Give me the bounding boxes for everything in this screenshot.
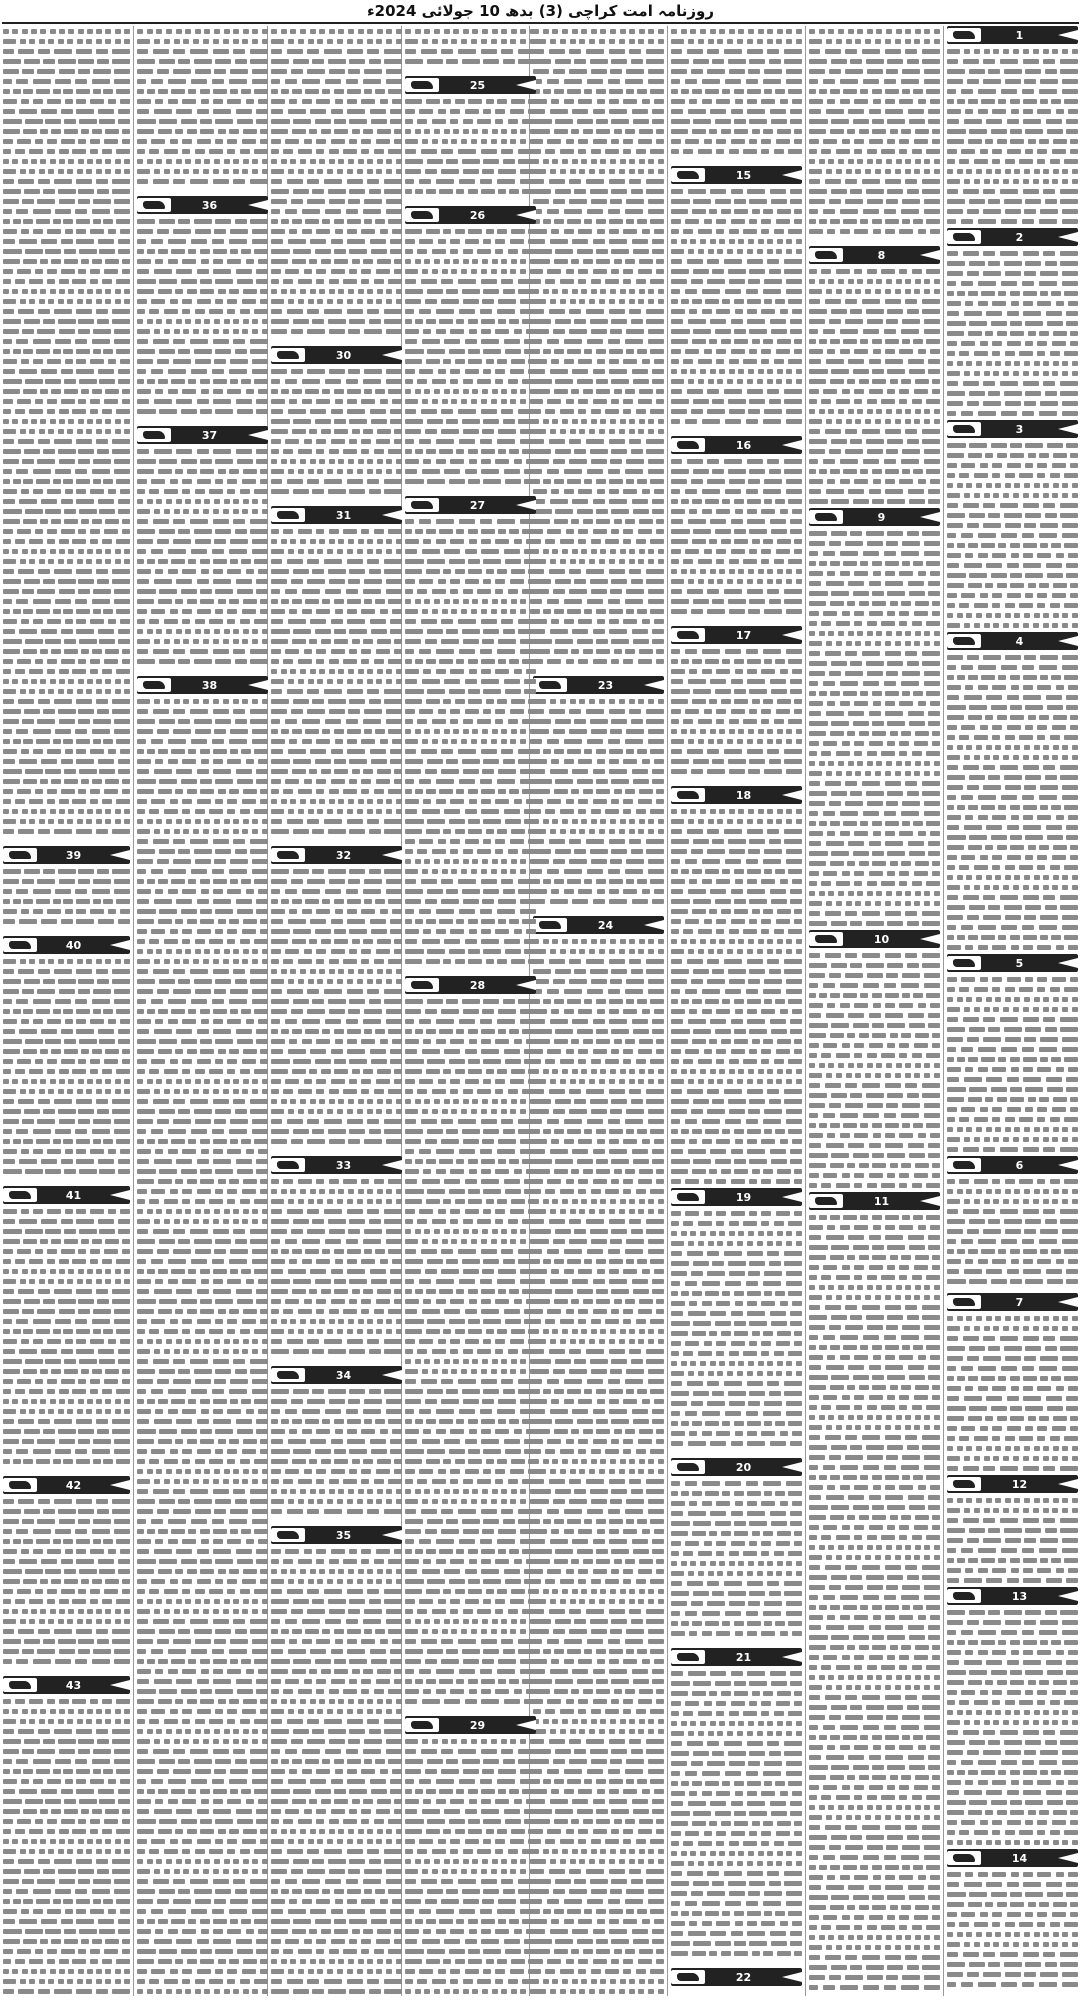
logo-icon: [533, 918, 567, 932]
badge-number: 30: [335, 348, 352, 362]
badge-number: 39: [65, 848, 82, 862]
article-badge: [137, 426, 268, 444]
badge-number: 29: [469, 1718, 486, 1732]
article-text-block: [270, 1386, 403, 1524]
logo-icon: [271, 1368, 305, 1382]
article-badge: [809, 508, 940, 526]
badge-number: 28: [469, 978, 486, 992]
page-header: روزنامہ امت کراچی (3) بدھ 10 جولائی 2024ء: [367, 2, 714, 20]
badge-number: 40: [65, 938, 82, 952]
column-divider: [805, 26, 806, 1996]
badge-number: 18: [735, 788, 752, 802]
logo-icon: [405, 498, 439, 512]
logo-icon: [947, 1158, 981, 1172]
article-badge: [809, 246, 940, 264]
article-text-block: [404, 996, 537, 1714]
article-badge: [137, 196, 268, 214]
badge-number: 19: [735, 1190, 752, 1204]
badge-number: 24: [597, 918, 614, 932]
badge-number: 5: [1015, 956, 1024, 970]
logo-icon: [533, 678, 567, 692]
badge-number: 3: [1015, 422, 1024, 436]
article-badge: [947, 1849, 1078, 1867]
article-badge: [671, 1458, 802, 1476]
badge-number: 42: [65, 1478, 82, 1492]
article-text-block: [808, 26, 941, 244]
article-text-block: [2, 26, 131, 844]
badge-number: 8: [877, 248, 886, 262]
article-badge: [3, 1476, 130, 1494]
article-text-block: [808, 266, 941, 506]
article-text-block: [670, 1208, 803, 1456]
logo-icon: [947, 422, 981, 436]
article-text-block: [670, 186, 803, 434]
article-badge: [3, 846, 130, 864]
logo-icon: [671, 1970, 705, 1984]
article-badge: [947, 1156, 1078, 1174]
badge-number: 6: [1015, 1158, 1024, 1172]
badge-number: 13: [1011, 1589, 1028, 1603]
article-text-block: [670, 26, 803, 164]
article-text-block: [136, 696, 269, 1996]
logo-icon: [137, 678, 171, 692]
article-badge: [271, 506, 402, 524]
logo-icon: [947, 1295, 981, 1309]
article-text-block: [404, 516, 537, 974]
logo-icon: [405, 78, 439, 92]
article-badge: [671, 436, 802, 454]
column-divider: [133, 26, 134, 1996]
article-badge: [271, 346, 402, 364]
logo-icon: [271, 348, 305, 362]
article-text-block: [808, 528, 941, 928]
article-badge: [947, 1475, 1078, 1493]
article-text-block: [946, 440, 1079, 630]
article-text-block: [136, 26, 269, 194]
article-badge: [671, 786, 802, 804]
badge-number: 38: [201, 678, 218, 692]
article-text-block: [532, 26, 665, 674]
logo-icon: [3, 938, 37, 952]
article-text-block: [532, 696, 665, 914]
article-badge: [671, 626, 802, 644]
badge-number: 2: [1015, 230, 1024, 244]
article-badge: [947, 420, 1078, 438]
column-divider: [943, 26, 944, 1996]
logo-icon: [271, 1528, 305, 1542]
badge-number: 20: [735, 1460, 752, 1474]
column-5: [404, 26, 537, 1996]
article-text-block: [946, 1869, 1079, 1996]
article-badge: [533, 676, 664, 694]
column-8: [2, 26, 131, 1996]
badge-number: 11: [873, 1194, 890, 1208]
badge-number: 4: [1015, 634, 1024, 648]
badge-number: 16: [735, 438, 752, 452]
logo-icon: [671, 438, 705, 452]
article-badge: [271, 1366, 402, 1384]
logo-icon: [3, 1678, 37, 1692]
article-text-block: [2, 866, 131, 934]
logo-icon: [809, 1194, 843, 1208]
badge-number: 23: [597, 678, 614, 692]
logo-icon: [947, 28, 981, 42]
logo-icon: [3, 848, 37, 862]
logo-icon: [271, 508, 305, 522]
logo-icon: [137, 198, 171, 212]
badge-number: 27: [469, 498, 486, 512]
badge-number: 26: [469, 208, 486, 222]
article-text-block: [404, 96, 537, 204]
badge-number: 31: [335, 508, 352, 522]
logo-icon: [947, 956, 981, 970]
article-text-block: [270, 366, 403, 504]
logo-icon: [271, 848, 305, 862]
logo-icon: [947, 1477, 981, 1491]
article-badge: [405, 206, 536, 224]
badge-number: 1: [1015, 28, 1024, 42]
column-7: [136, 26, 269, 1996]
article-badge: [671, 166, 802, 184]
logo-icon: [809, 510, 843, 524]
badge-number: 34: [335, 1368, 352, 1382]
badge-number: 36: [201, 198, 218, 212]
article-badge: [947, 632, 1078, 650]
article-badge: [671, 1968, 802, 1986]
article-text-block: [670, 806, 803, 1186]
article-badge: [3, 936, 130, 954]
article-text-block: [670, 1668, 803, 1966]
badge-number: 22: [735, 1970, 752, 1984]
logo-icon: [671, 1460, 705, 1474]
badge-number: 32: [335, 848, 352, 862]
column-2: [808, 26, 941, 1996]
article-text-block: [946, 974, 1079, 1154]
article-badge: [809, 930, 940, 948]
logo-icon: [671, 168, 705, 182]
article-text-block: [270, 866, 403, 1154]
article-badge: [947, 228, 1078, 246]
badge-number: 7: [1015, 1295, 1024, 1309]
logo-icon: [271, 1158, 305, 1172]
badge-number: 33: [335, 1158, 352, 1172]
article-text-block: [946, 46, 1079, 226]
logo-icon: [809, 932, 843, 946]
article-text-block: [136, 216, 269, 424]
article-text-block: [670, 646, 803, 784]
header-rule: [2, 22, 1079, 24]
article-badge: [3, 1676, 130, 1694]
logo-icon: [137, 428, 171, 442]
badge-number: 15: [735, 168, 752, 182]
article-badge: [271, 846, 402, 864]
badge-number: 14: [1011, 1851, 1028, 1865]
article-badge: [947, 26, 1078, 44]
logo-icon: [947, 634, 981, 648]
article-text-block: [532, 936, 665, 1996]
article-badge: [3, 1186, 130, 1204]
article-badge: [405, 1716, 536, 1734]
logo-icon: [3, 1188, 37, 1202]
badge-number: 12: [1011, 1477, 1028, 1491]
badge-number: 17: [735, 628, 752, 642]
article-text-block: [808, 950, 941, 1190]
article-text-block: [404, 226, 537, 494]
badge-number: 21: [735, 1650, 752, 1664]
logo-icon: [405, 978, 439, 992]
article-badge: [809, 1192, 940, 1210]
article-badge: [405, 976, 536, 994]
logo-icon: [947, 1589, 981, 1603]
article-badge: [947, 1587, 1078, 1605]
badge-number: 43: [65, 1678, 82, 1692]
badge-number: 10: [873, 932, 890, 946]
badge-number: 35: [335, 1528, 352, 1542]
article-text-block: [136, 446, 269, 674]
logo-icon: [947, 1851, 981, 1865]
column-divider: [667, 26, 668, 1996]
article-badge: [271, 1526, 402, 1544]
article-text-block: [2, 1696, 131, 1996]
logo-icon: [405, 208, 439, 222]
logo-icon: [671, 1650, 705, 1664]
column-1: [946, 26, 1079, 1996]
logo-icon: [671, 628, 705, 642]
article-text-block: [946, 1495, 1079, 1585]
article-text-block: [2, 956, 131, 1184]
badge-number: 41: [65, 1188, 82, 1202]
article-badge: [671, 1648, 802, 1666]
article-text-block: [946, 248, 1079, 418]
article-badge: [137, 676, 268, 694]
logo-icon: [3, 1478, 37, 1492]
article-badge: [947, 1293, 1078, 1311]
article-badge: [405, 496, 536, 514]
logo-icon: [947, 230, 981, 244]
badge-number: 37: [201, 428, 218, 442]
article-text-block: [946, 652, 1079, 952]
article-badge: [671, 1188, 802, 1206]
logo-icon: [671, 1190, 705, 1204]
column-6: [270, 26, 403, 1996]
logo-icon: [671, 788, 705, 802]
article-text-block: [2, 1496, 131, 1674]
article-text-block: [404, 1736, 537, 1996]
column-3: [670, 26, 803, 1996]
article-badge: [533, 916, 664, 934]
article-text-block: [946, 1313, 1079, 1473]
article-text-block: [270, 1176, 403, 1364]
article-text-block: [808, 1212, 941, 1996]
logo-icon: [809, 248, 843, 262]
article-badge: [405, 76, 536, 94]
article-text-block: [404, 26, 537, 74]
article-text-block: [670, 1478, 803, 1646]
article-badge: [271, 1156, 402, 1174]
article-text-block: [270, 26, 403, 344]
logo-icon: [405, 1718, 439, 1732]
badge-number: 9: [877, 510, 886, 524]
article-badge: [947, 954, 1078, 972]
article-text-block: [946, 1607, 1079, 1847]
article-columns: [2, 26, 1079, 1996]
article-text-block: [2, 1206, 131, 1474]
article-text-block: [670, 456, 803, 624]
article-text-block: [270, 1546, 403, 1996]
badge-number: 25: [469, 78, 486, 92]
column-4: [532, 26, 665, 1996]
article-text-block: [946, 1176, 1079, 1291]
article-text-block: [270, 526, 403, 844]
